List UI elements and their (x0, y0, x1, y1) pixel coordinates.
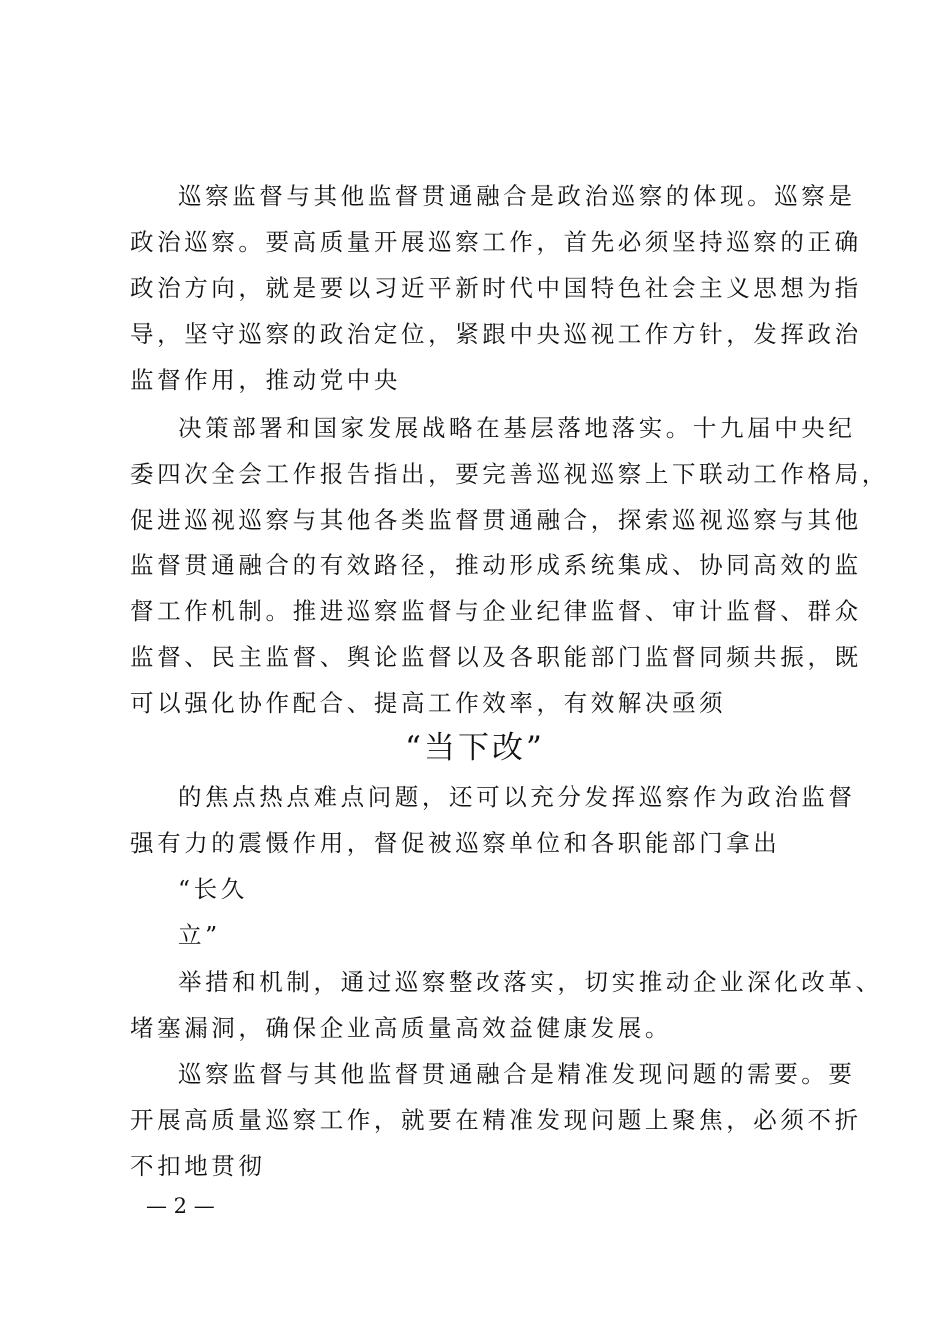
paragraph-line: 可以强化协作配合、提高工作效率，有效解决亟须 (130, 689, 727, 717)
paragraph-line: 强有力的震慑作用，督促被巡察单位和各职能部门拿出 (130, 829, 781, 857)
paragraph-line: 巡察监督与其他监督贯通融合是政治巡察的体现。巡察是 (178, 182, 856, 210)
paragraph-line: 导，坚守巡察的政治定位，紧跟中央巡视工作方针，发挥政治 (130, 320, 862, 348)
paragraph-line: 开展高质量巡察工作，就要在精准发现问题上聚焦，必须不折 (130, 1106, 862, 1134)
paragraph-line: 决策部署和国家发展战略在基层落地落实。十九届中央纪 (178, 414, 856, 442)
paragraph-line: 立” (178, 921, 221, 949)
paragraph-line: 的焦点热点难点问题，还可以充分发挥巡察作为政治监督 (178, 783, 856, 811)
paragraph-line: 不扣地贯彻 (130, 1152, 266, 1180)
paragraph-line: 政治方向，就是要以习近平新时代中国特色社会主义思想为指 (130, 274, 862, 302)
paragraph-line: 监督贯通融合的有效路径，推动形成系统集成、协同高效的监 (130, 551, 862, 579)
paragraph-line: 巡察监督与其他监督贯通融合是精准发现问题的需要。要 (178, 1060, 856, 1088)
paragraph-line: 堵塞漏洞，确保企业高质量高效益健康发展。 (130, 1014, 672, 1042)
paragraph-line: 督工作机制。推进巡察监督与企业纪律监督、审计监督、群众 (130, 597, 862, 625)
paragraph-line: 监督、民主监督、舆论监督以及各职能部门监督同频共振，既 (130, 643, 862, 671)
paragraph-line: “长久 (178, 875, 248, 903)
paragraph-line: 政治巡察。要高质量开展巡察工作，首先必须坚持巡察的正确 (130, 228, 862, 256)
paragraph-line: 举措和机制，通过巡察整改落实，切实推动企业深化改革、 (178, 968, 883, 996)
paragraph-line: 委四次全会工作报告指出，要完善巡视巡察上下联动工作格局， (130, 460, 889, 488)
paragraph-line: 监督作用，推动党中央 (130, 366, 401, 394)
paragraph-line: 促进巡视巡察与其他各类监督贯通融合，探索巡视巡察与其他 (130, 506, 862, 534)
quoted-heading: “当下改” (405, 730, 545, 766)
page-number: — 2 — (146, 1194, 215, 1218)
